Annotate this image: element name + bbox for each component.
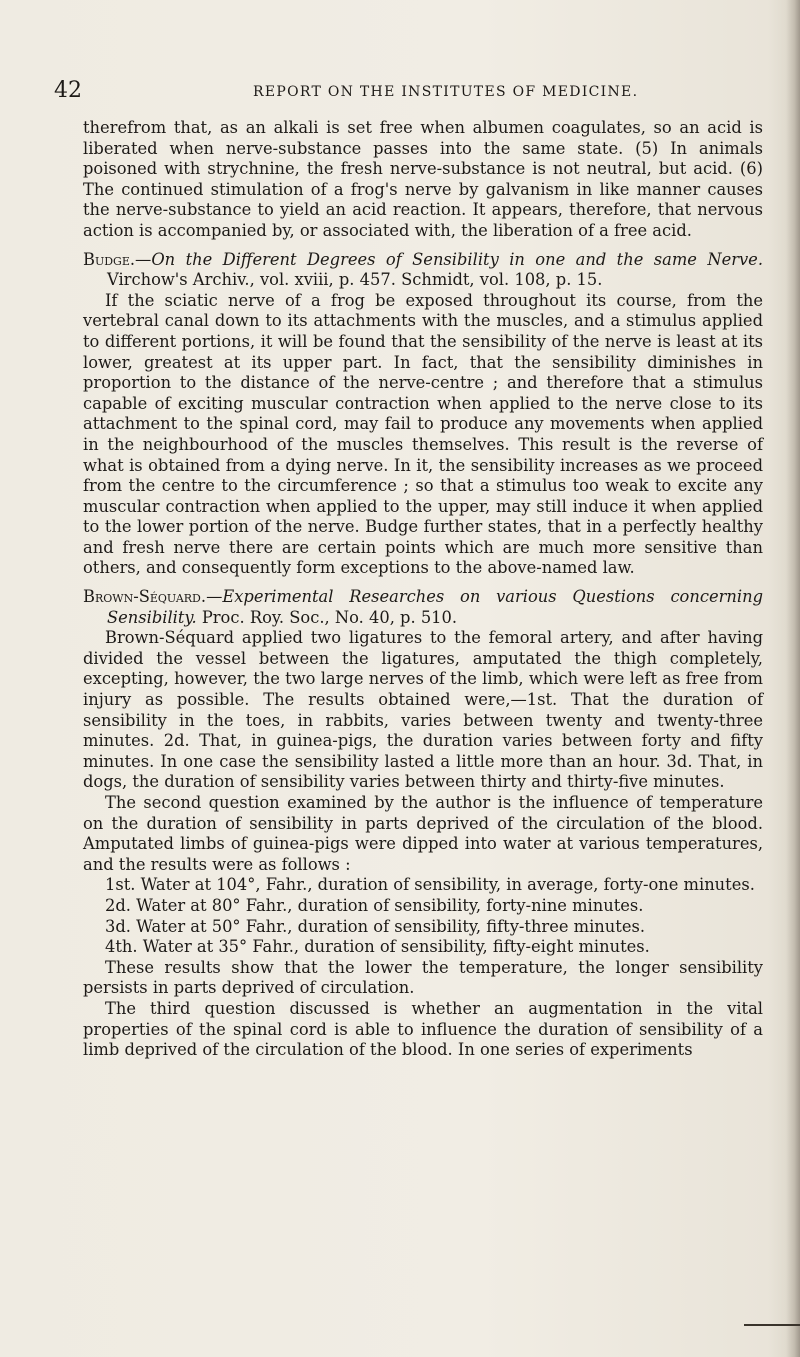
list-item: 2d. Water at 80° Fahr., duration of sensibility, forty-nine minutes. bbox=[105, 895, 644, 915]
citation-source: Proc. Roy. Soc., No. 40, p. 510. bbox=[196, 607, 458, 627]
citation-source: Virchow's Archiv., vol. xviii, p. 457. Schmidt, vol. 108, p. 15. bbox=[107, 270, 603, 290]
citation-budge bbox=[83, 250, 763, 291]
paragraph: If the sciatic nerve of a frog be exposed throughout its course, from the vertebral canal down to its attachments with the muscles, and a stimulus applied to different portions, it will be found that the sensibility of the nerve is least at its lower, greatest at its upper part. In fact, that the sensibility diminishes in proportion to the distance of the nerve-centre ; and therefore that a stimulus capable of exciting muscular contraction when applied to the nerve close to its attachment to the spinal cord, may fail to produce any movements when applied in the neighbourhood of the muscles themselves. This result is the reverse of what is obtained from a dying nerve. In it, the sensibility increases as we proceed from the centre to the circumference ; so that a stimulus too weak to excite any muscular contraction when applied to the upper, may still induce it when applied to the lower portion of the nerve. Budge further states, that in a perfectly healthy and fresh nerve there are certain points which are much more sensitive than others, and consequently form exceptions to the above-named law. bbox=[83, 290, 763, 578]
page-number: 42 bbox=[54, 78, 82, 103]
list-item: 3d. Water at 50° Fahr., duration of sensibility, fifty-three minutes. bbox=[105, 916, 645, 936]
document-body bbox=[83, 118, 763, 1061]
paragraph: These results show that the lower the temperature, the longer sensibility persists in parts deprived of circulation. bbox=[83, 957, 763, 998]
page-corner-rule bbox=[744, 1324, 800, 1326]
list-item: 4th. Water at 35° Fahr., duration of sensibility, fifty-eight minutes. bbox=[105, 937, 650, 957]
paragraph: The second question examined by the author is the influence of temperature on the duration of sensibility in parts deprived of the circulation of the blood. Amputated limbs of guinea-pigs were dipped into water at various temperatures, and the results were as follows : bbox=[83, 793, 763, 874]
citation-title: Experimental Researches on various Questions concerning Sensibility. bbox=[107, 587, 763, 627]
paragraph: The third question discussed is whether an augmentation in the vital properties of the spinal cord is able to influence the duration of sensibility of a limb deprived of the circulation of the blood. In one series of experiments bbox=[83, 998, 763, 1060]
citation-dash: — bbox=[206, 587, 223, 607]
running-head: REPORT ON THE INSTITUTES OF MEDICINE. bbox=[253, 84, 639, 100]
citation-author: Budge. bbox=[83, 249, 136, 269]
citation-title: On the Different Degrees of Sensibility in one and the same Nerve. bbox=[151, 249, 763, 269]
page-edge-shadow bbox=[786, 0, 800, 1357]
page-header bbox=[0, 78, 800, 106]
citation-brown-sequard bbox=[83, 587, 763, 628]
citation-dash: — bbox=[135, 249, 152, 269]
paragraph: Brown-Séquard applied two ligatures to the femoral artery, and after having divided the vessel between the ligatures, amputated the thigh completely, excepting, however, the two large nerves of the limb, which were left as free from injury as possible. The results obtained were,—1st. That the duration of sensibility in the toes, in rabbits, varies between twenty and twenty-three minutes. 2d. That, in guinea-pigs, the duration varies between forty and fifty minutes. In one case the sensibility lasted a little more than an hour. 3d. That, in dogs, the duration of sensibility varies between thirty and thirty-five minutes. bbox=[83, 628, 763, 792]
paragraph: therefrom that, as an alkali is set free when albumen coagulates, so an acid is liberated when nerve-substance passes into the same state. (5) In animals poisoned with strychnine, the fresh nerve-substance is not neutral, but acid. (6) The continued stimulation of a frog's nerve by galvanism in like manner causes the nerve-substance to yield an acid reaction. It appears, therefore, that nervous action is accompanied by, or associated with, the liberation of a free acid. bbox=[83, 118, 763, 240]
citation-author: Brown-Séquard. bbox=[83, 587, 207, 607]
list-item: 1st. Water at 104°, Fahr., duration of sensibility, in average, forty-one minutes. bbox=[105, 875, 755, 895]
